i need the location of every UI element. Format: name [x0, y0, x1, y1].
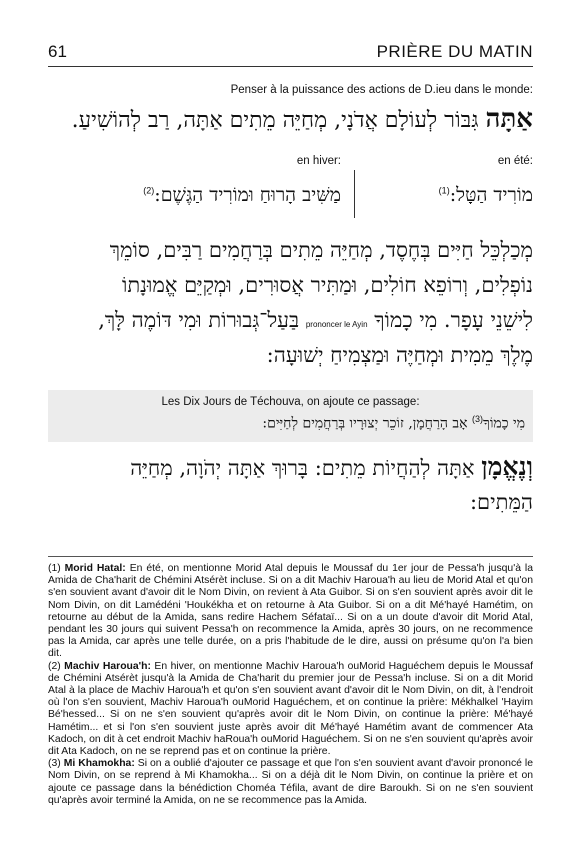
teshuva-box — [48, 390, 533, 442]
footnote-separator — [48, 556, 533, 557]
closing-line-2: הַמֵּתִים: — [469, 490, 533, 514]
para-line-1: מְכַלְכֵּל חַיִּים בְּחֶסֶד, מְחַיֵּה מֵתִים בְּרַחֲמִים רַבִּים, סוֹמֵךְ — [109, 238, 533, 262]
winter-hebrew: מַשִּׁיב הָרוּחַ וּמוֹרִיד הַגֶּשֶׁם: — [154, 184, 341, 206]
teshuva-box-title: Les Dix Jours de Téchouva, on ajoute ce passage: — [161, 396, 420, 408]
closing-line-1-text: אַתָּה לְהַחֲיוֹת מֵתִים: בָּרוּךְ אַתָּה יְהֹוָה, מְחַיֵּה — [130, 456, 475, 480]
summer-label: en été: — [497, 155, 533, 167]
footnote-mark-2: (2) — [143, 185, 155, 196]
page-number: 61 — [48, 42, 67, 61]
para-line-3-a: לִישֵׁנֵי עָפָר. מִי כָמוֹךָ — [374, 308, 533, 332]
pronunciation-note: prononcer le Ayin — [305, 320, 368, 329]
line-ata-guibor — [72, 104, 533, 134]
para-line-4: מֶלֶךְ מֵמִית וּמְחַיֶּה וּמַצְמִיחַ יְשׁוּעָה: — [266, 343, 533, 367]
footnote-num: (2) — [48, 660, 61, 672]
box-text-a: מִי כָמוֹךָ — [482, 415, 525, 432]
para-line-3 — [98, 308, 533, 333]
closing-line-1 — [130, 452, 533, 482]
footnote-mark-1: (1) — [438, 185, 450, 196]
footnote-title: Morid Hatal: — [64, 563, 126, 574]
footnote-title: Machiv Haroua'h: — [64, 660, 151, 672]
intro-note: Penser à la puissance des actions de D.ieu dans le monde: — [230, 84, 533, 96]
bold-word-veneeman: וְנֶאֱמָן — [481, 452, 533, 481]
column-divider — [354, 170, 355, 218]
page-header — [48, 42, 533, 67]
footnote-num: (1) — [48, 563, 61, 574]
para-line-2: נוֹפְלִים, וְרוֹפֵא חוֹלִים, וּמַתִּיר אֲסוּרִים, וּמְקַיֵּם אֱמוּנָתוֹ — [121, 273, 533, 297]
footnote-mark-3: (3) — [471, 414, 483, 424]
line-ata-guibor-text: גִּבּוֹר לְעוֹלָם אֲדֹנָי, מְחַיֵּה מֵתִים אַתָּה, רַב לְהוֹשִׁיעַ. — [71, 108, 479, 133]
footnotes — [48, 563, 533, 807]
footnote-text: En été, on mentionne Morid Atal depuis le Moussaf du 1er jour de Pessa'h jusqu'à la Amida de Cha'harit de Chémini Atsérèt incluse. Si on a dit Machiv Haroua'h au lieu de Morid Atal et qu'on s'en souvient avant d'avoir dit le Nom Divin, on revient à Ata Guibor. Si on s'en souvient après avoir dit le Nom Divin, on dit Lamédéni 'Houkékha et on retourne à Ata Guibor. Si on a dit Mé'hayé Hamétim, on retourne au début de la Amida, sans redire Hachem Séfataï... Si on a un doute d'avoir dit Morid Atal, pendant les 30 jours qui suivent Pessa'h on recommence la Amida, après 30 jours, on ne recommence pas la Amida, car après une telle durée, on a pris l'habitude de le dire, aussi on présume qu'on l'a bien dit. — [48, 563, 533, 660]
footnote-1 — [48, 563, 533, 661]
footnote-text: En hiver, on mentionne Machiv Haroua'h ouMorid Haguéchem depuis le Moussaf de Chémini Atsérèt jusqu'à la Amida de Cha'harit du premier jour de Pessa'h incluse. Si on a dit Morid Atal à la place de Machiv Haroua'h et qu'on s'en souvient avant d'avoir dit le Nom Divin, on dit, à l'endroit où l'on s'en souvient, Machiv Haroua'h ouMorid Haguéchem, et on continue la prière: Mékhalkel 'Hayim Bé'hessed... Si on ne s'en souvient qu'après avoir dit le Nom Divin, on continue la prière: Mé'hayé Hamétim... et si l'on s'en souvient juste après avoir dit Mé'hayé Hamétim avant de commencer Ata Kadoch, on dit à cet endroit Machiv haRoua'h ouMorid Haguéchem. Si on ne s'en souvient qu'après avoir dit Ata Kadoch, on ne se reprend pas et on continue la prière. — [48, 660, 533, 758]
summer-hebrew: מוֹרִיד הַטָּל: — [449, 184, 533, 206]
teshuva-box-text — [262, 414, 525, 433]
summer-text — [439, 184, 533, 207]
bold-word-ata: אַתָּה — [485, 104, 533, 134]
footnote-3 — [48, 758, 533, 807]
footnote-2 — [48, 661, 533, 759]
box-text-b: אָב הָרַחֲמָן, זוֹכֵר יְצוּרָיו בְּרַחֲמִים לְחַיִּים: — [262, 415, 468, 432]
winter-label: en hiver: — [296, 155, 341, 167]
footnote-text: Si on a oublié d'ajouter ce passage et que l'on s'en souvient avant d'avoir prononcé le Nom Divin, on se reprend à Mi Khamokha... Si on a déjà dit le Nom Divin, on continue la prière et on ajoute ce passage dans la bénédiction Choméa Téfila, avant de dire Baroukh. Si on ne s'en souvient qu'après avoir terminé la Amida, on ne se recommence pas la Amida. — [48, 758, 533, 806]
footnote-title: Mi Khamokha: — [63, 758, 135, 770]
winter-text — [143, 184, 341, 207]
footnote-num: (3) — [48, 758, 61, 770]
para-line-3-b: בַּעַל־גְּבוּרוֹת וּמִי דּוֹמֶה לָּךְ, — [98, 308, 300, 332]
page-title: PRIÈRE DU MATIN — [376, 42, 533, 61]
